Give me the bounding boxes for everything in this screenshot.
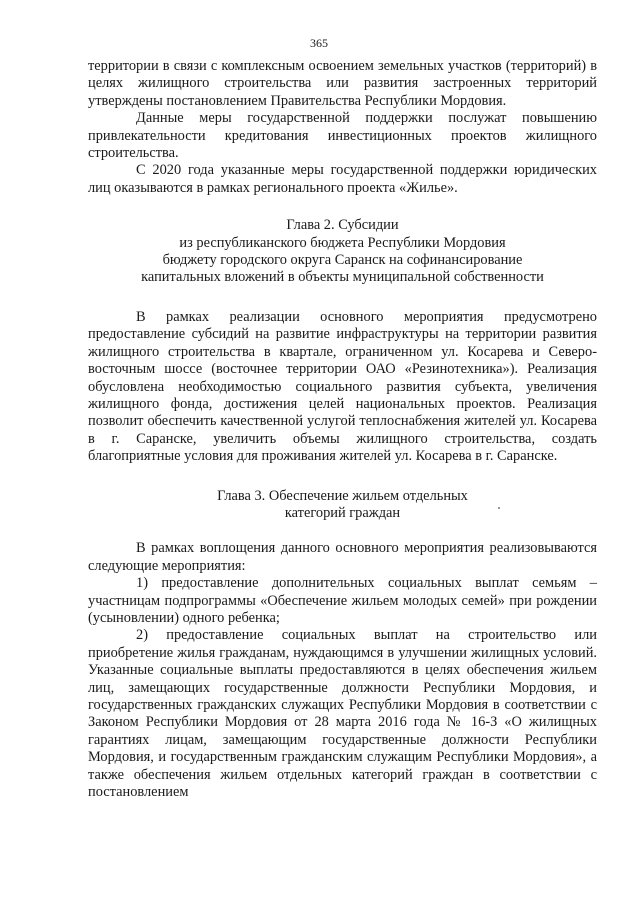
intro-paragraph-2: Данные меры государственной поддержки послужат повышению привлекательности кредитования инвестиционных проектов жилищного строительства. (88, 110, 597, 162)
page-number: 365 (310, 36, 328, 50)
scan-speck (498, 507, 500, 509)
page-body (88, 58, 597, 801)
chapter-2-heading-line-4: капитальных вложений в объекты муниципальной собственности (141, 269, 544, 286)
chapter-2-heading-line-2: из республиканского бюджета Республики Мордовия (179, 234, 506, 251)
chapter-2-heading-line-3: бюджету городского округа Саранск на софинансирование (162, 252, 523, 269)
intro-paragraph-3: С 2020 года указанные меры государственной поддержки юридических лиц оказываются в рамках регионального проекта «Жилье». (88, 162, 597, 196)
chapter-3-paragraph-1: В рамках воплощения данного основного мероприятия реализовываются следующие мероприятия: (88, 540, 597, 574)
intro-paragraph-1: территории в связи с комплексным освоением земельных участков (территорий) в целях жилищного строительства или развития застроенных территорий утверждены постановлением Правительства Республики Мордовия. (88, 58, 597, 109)
chapter-3-heading (88, 488, 597, 523)
chapter-2-paragraph: В рамках реализации основного мероприятия предусмотрено предоставление субсидий на развитие инфраструктуры на территории развития жилищного строительства в квартале, ограниченном ул. Косарева и Северо-восточным шоссе (восточнее территории ОАО «Резинотехника»). Реализация обусловлена необходимостью социального развития субъекта, увеличения жилищного фонда, достижения целей национальных проектов. Реализация позволит обеспечить качественной услугой теплоснабжения жителей ул. Косарева в г. Саранске, увеличить объемы жилищного строительства, создать благоприятные условия для проживания жителей ул. Косарева в г. Саранске. (88, 308, 597, 465)
chapter-3-paragraph-3: 2) предоставление социальных выплат на строительство или приобретение жилья гражданам, нуждающимся в улучшении жилищных условий. Указанные социальные выплаты предоставляются в целях обеспечения жильем лиц, замещающих государственные должности Республики Мордовия, и государственных гражданских служащих Республики Мордовия в соответствии с Законом Республики Мордовия от 28 марта 2016 года № 16-З «О жилищных гарантиях лицам, замещающим государственные должности Республики Мордовия, и государственным гражданским служащим Республики Мордовия», а также обеспечения жильем отдельных категорий граждан в соответствии с постановлением (88, 627, 597, 801)
chapter-3-heading-line-2: категорий граждан (284, 504, 401, 521)
chapter-3-paragraph-2: 1) предоставление дополнительных социальных выплат семьям – участницам подпрограммы «Обеспечение жильем молодых семей» при рождении (усыновлении) одного ребенка; (88, 575, 597, 626)
chapter-2-heading (88, 217, 597, 287)
chapter-2-heading-line-1: Глава 2. Субсидии (286, 217, 399, 234)
chapter-3-heading-line-1: Глава 3. Обеспечение жильем отдельных (217, 487, 468, 504)
